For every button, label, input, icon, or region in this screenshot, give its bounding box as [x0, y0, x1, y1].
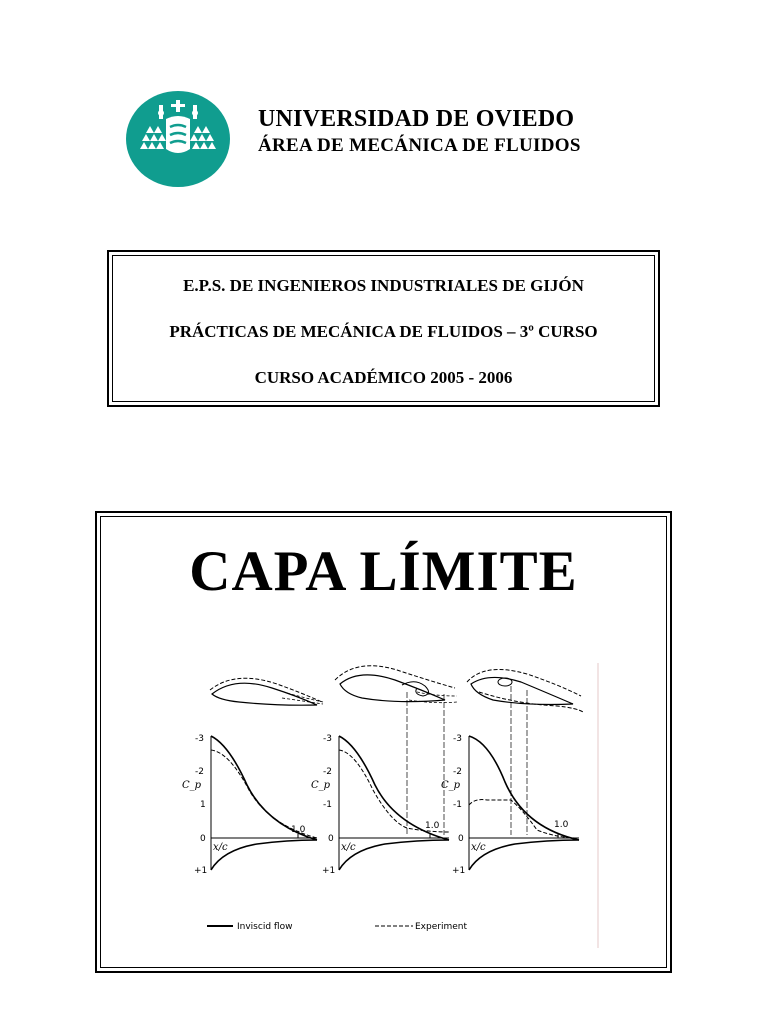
x-end-1: 1.0	[291, 825, 306, 835]
y-tick-1-a: -3	[195, 734, 204, 744]
y-tick-1-b: -2	[195, 767, 204, 777]
airfoil-pressure-figure	[177, 660, 607, 955]
y-tick-1-c: 1	[200, 800, 206, 810]
university-seal	[126, 91, 230, 187]
ylabel-1: C_p	[182, 780, 202, 791]
y-tick-2-a: -3	[323, 734, 332, 744]
airfoil-panel-1	[210, 678, 323, 705]
cp-plot-2	[311, 734, 449, 876]
figure-legend	[207, 922, 467, 932]
university-name: UNIVERSIDAD DE OVIEDO	[258, 106, 575, 132]
y-tick-2-b: -2	[323, 767, 332, 777]
airfoil-panel-3	[467, 670, 583, 836]
ylabel-3: C_p	[441, 780, 461, 791]
department-name: ÁREA DE MECÁNICA DE FLUIDOS	[258, 135, 581, 156]
x-end-3: 1.0	[554, 820, 569, 830]
xlabel-2: x/c	[341, 842, 356, 853]
x-end-2: 1.0	[425, 821, 440, 831]
y-tick-2-d: 0	[328, 834, 334, 844]
legend-inviscid-label: Inviscid flow	[237, 922, 293, 932]
school-name: E.P.S. DE INGENIEROS INDUSTRIALES DE GIJÓN	[183, 276, 584, 295]
y-tick-3-e: +1	[452, 866, 466, 876]
y-tick-2-e: +1	[322, 866, 336, 876]
academic-year: CURSO ACADÉMICO 2005 - 2006	[254, 368, 513, 387]
y-tick-3-b: -2	[453, 767, 462, 777]
ylabel-2: C_p	[311, 780, 331, 791]
title-box	[95, 511, 672, 973]
y-tick-2-c: -1	[323, 800, 332, 810]
airfoil-panel-2	[335, 666, 457, 835]
xlabel-3: x/c	[471, 842, 486, 853]
y-tick-1-d: 0	[200, 834, 206, 844]
y-tick-3-d: 0	[458, 834, 464, 844]
cp-plot-3	[441, 734, 579, 876]
xlabel-1: x/c	[213, 842, 228, 853]
y-tick-3-a: -3	[453, 734, 462, 744]
document-title: CAPA LÍMITE	[189, 540, 578, 603]
y-tick-1-e: +1	[194, 866, 208, 876]
course-name: PRÁCTICAS DE MECÁNICA DE FLUIDOS – 3º CURSO	[169, 322, 598, 341]
legend-experiment-label: Experiment	[415, 922, 468, 932]
course-info-box	[107, 250, 660, 407]
y-tick-3-c: -1	[453, 800, 462, 810]
cp-plot-1	[182, 734, 317, 876]
